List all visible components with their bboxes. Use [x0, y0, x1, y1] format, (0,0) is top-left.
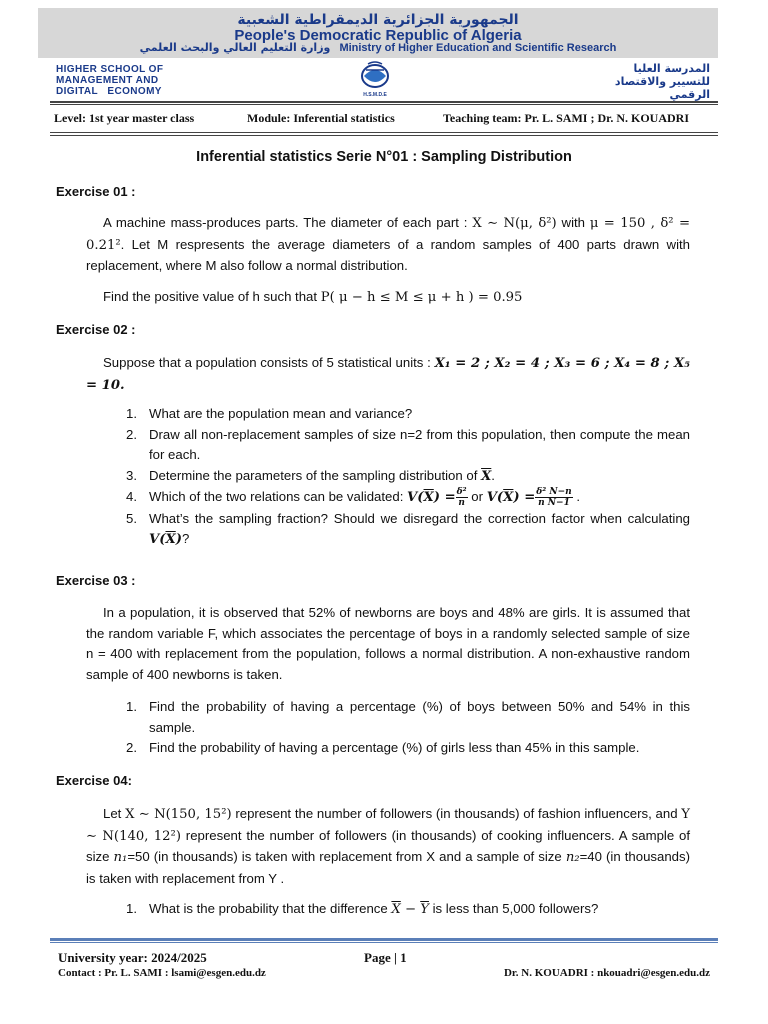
list-item: 1. Find the probability of having a percentage (%) of boys between 50% and 54% in this sample.: [126, 699, 690, 735]
page-number: Page | 1: [364, 950, 407, 965]
exercise-heading: Exercise 02 :: [56, 322, 136, 337]
course-info-row: [54, 111, 714, 125]
page-title: Inferential statistics Serie N°01 : Sampling Distribution: [196, 149, 572, 165]
school-ar-line: المدرسة العليا: [633, 62, 710, 75]
school-name-arabic: [560, 62, 710, 101]
list-item: 3. Determine the parameters of the sampling distribution of $\overline{X}$.: [126, 467, 495, 484]
math-expr: $\overline{X}$: [481, 468, 492, 484]
ministry-banner: [38, 8, 718, 58]
school-logo-icon: [350, 60, 400, 100]
exercise-1-question: [86, 287, 690, 309]
school-ar-line: للتسيير والاقتصاد: [614, 75, 710, 88]
exercise-heading: Exercise 01 :: [56, 184, 136, 199]
exercise-heading: Exercise 03 :: [56, 573, 136, 588]
header-divider: [50, 101, 718, 103]
fraction: $\frac{\text{δ²}}{n}$: [456, 487, 467, 509]
banner-arabic-republic: الجمهورية الجزائرية الديمقراطية الشعبية: [237, 12, 519, 28]
list-item: 2. Draw all non-replacement samples of size n=2 from this population, then compute the mean for each.: [126, 426, 690, 462]
math-expr: $V(\overline{X})$: [149, 532, 182, 547]
school-ar-line: الرقمي: [669, 88, 710, 101]
math-expr: X ∼ N(150, 15²): [125, 807, 232, 822]
header-divider: [50, 104, 718, 105]
school-en-line: MANAGEMENT AND: [56, 75, 159, 86]
contact-kouadri: Dr. N. KOUADRI : nkouadri@esgen.edu.dz: [503, 967, 710, 979]
text-run: . Let M respresents the average diameters of a random samples of 400 parts drawn with replacement, where M also follow a normal distribution.: [86, 236, 690, 273]
school-name-english: [56, 64, 216, 97]
level-label: Level: 1st year master class: [54, 111, 195, 125]
list-item: 1. What are the population mean and variance?: [126, 406, 413, 421]
school-en-line: HIGHER SCHOOL OF: [56, 64, 164, 75]
exercise-2-questions: [104, 404, 690, 551]
banner-english-republic: People's Democratic Republic of Algeria: [234, 27, 522, 44]
list-item: 2. Find the probability of having a percentage (%) of girls less than 45% in this sample.: [126, 740, 640, 755]
math-expr: $V(\overline{X})$ =: [486, 490, 536, 505]
list-item: 5. What’s the sampling fraction? Should we disregard the correction factor when calculating $V(\overline{X})$?: [126, 510, 690, 547]
math-expr: μ = 150 , δ² = 0.21²: [86, 216, 690, 253]
fraction: $\frac{\text{δ² N−n}}{\text{n N−1}}$: [536, 487, 572, 509]
footer-divider: [50, 938, 718, 941]
banner-ministry: [38, 41, 718, 54]
math-expr: X ∼ N(μ, δ²): [472, 216, 557, 231]
banner-arabic-ministry: وزارة التعليم العالي والبحث العلمي: [139, 41, 331, 54]
math-expr: $\overline{X} - \overline{Y}$: [391, 902, 429, 917]
contact-sami: Contact : Pr. L. SAMI : lsami@esgen.edu.dz: [58, 967, 266, 979]
text-run: with: [556, 215, 590, 230]
text-run: Suppose that a population consists of 5 statistical units :: [103, 355, 435, 370]
math-expr: P( μ − h ≤ M ≤ μ + h ) = 0.95: [320, 290, 523, 305]
math-expr: Y ∼ N(140, 12²): [86, 807, 690, 844]
banner-english-ministry: Ministry of Higher Education and Scientific Research: [339, 42, 617, 54]
exercise-3-paragraph: In a population, it is observed that 52% of newborns are boys and 48% are girls. It is assumed that the random variable F, which associates the percentage of boys in a randomly selected sample of size n = 400 with replacement from the population, follows a normal distribution. A non-exhaustive random sample of 400 newborns is taken.: [86, 605, 690, 682]
info-divider: [50, 132, 718, 133]
exercise-heading: Exercise 04:: [56, 773, 132, 788]
info-divider: [50, 135, 718, 136]
math-expr: n₂: [565, 850, 580, 865]
exercise-2-intro: [86, 353, 690, 396]
math-expr: $V(\overline{X})$ =: [407, 490, 456, 505]
module-label: Module: Inferential statistics: [247, 111, 395, 125]
exercise-1-paragraph: [86, 213, 690, 277]
text-run: A machine mass-produces parts. The diameter of each part :: [103, 215, 473, 230]
exercise-4-questions: [104, 899, 690, 921]
text-run: Find the positive value of h such that: [103, 289, 321, 304]
math-expr: n₁: [113, 850, 128, 865]
teaching-team-label: Teaching team: Pr. L. SAMI ; Dr. N. KOUADRI: [443, 111, 689, 125]
footer-divider: [50, 942, 718, 943]
logo-caption: H.S.M.D.E: [363, 92, 387, 98]
list-item: 4. Which of the two relations can be validated: $V(\overline{X})$ = $\frac{\text{δ²}}{n}$ or $V(\overline{X})$ = $\frac{\text{δ² N−n}}{\text{n N−1}}$ .: [126, 487, 581, 509]
exercise-4-paragraph: Let X ∼ N(150, 15²) represent the number of followers (in thousands) of fashion influencers, and Y ∼ N(140, 12²) represent the number of followers (in thousands) of cooking influencers. A sample of size n₁=50 (in thousands) is taken with replacement from X and a sample of size n₂=40 (in thousands) is taken with replacement from Y .: [86, 806, 691, 886]
list-item: 1. What is the probability that the difference $\overline{X} - \overline{Y}$ is less than 5,000 followers?: [126, 901, 599, 917]
math-expr: X₁ = 2 ; X₂ = 4 ; X₃ = 6 ; X₄ = 8 ; X₅ = 10.: [86, 356, 690, 393]
university-year: University year: 2024/2025: [58, 950, 207, 965]
school-en-line: DIGITAL ECONOMY: [56, 86, 162, 97]
exercise-3-questions: [104, 697, 690, 759]
